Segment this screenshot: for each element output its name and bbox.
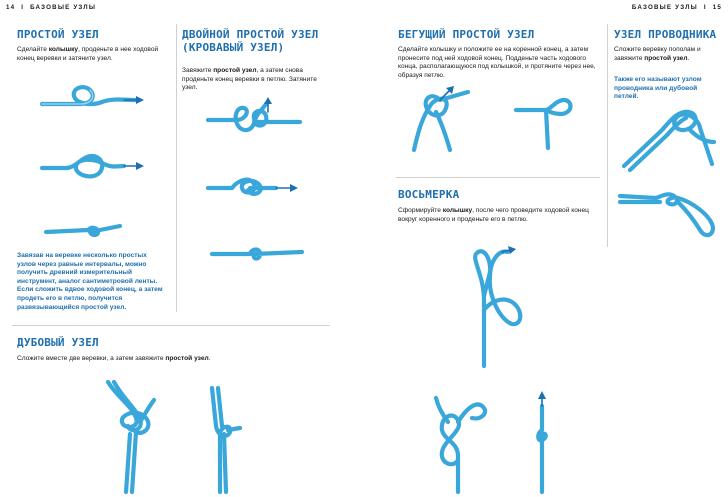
figure-eight-title: ВОСЬМЕРКА xyxy=(398,188,460,201)
running-knot-title: БЕГУЩИЙ ПРОСТОЙ УЗЕЛ xyxy=(398,28,535,41)
simple-knot-step1-illustration xyxy=(40,78,150,118)
column-divider xyxy=(176,24,177,312)
oak-knot-step2-illustration xyxy=(206,386,246,496)
separator: I xyxy=(703,4,707,11)
double-knot-text: Завяжите простой узел, а затем снова проденьте конец веревки в петлю. Затяните узел. xyxy=(182,67,317,92)
figure-eight-step2-illustration xyxy=(428,392,492,496)
running-knot-step2-illustration xyxy=(512,96,582,152)
conductor-knot-step2-illustration xyxy=(616,188,720,244)
double-knot-step1-illustration xyxy=(206,98,316,140)
double-knot-step3-illustration xyxy=(210,242,306,264)
double-knot-title: ДВОЙНОЙ ПРОСТОЙ УЗЕЛ (КРОВАВЫЙ УЗЕЛ) xyxy=(182,28,319,54)
oak-knot-text: Сложите вместе две веревки, а затем завяжите простой узел. xyxy=(17,355,211,362)
page-number-left: 14 xyxy=(6,4,16,11)
section-name: БАЗОВЫЕ УЗЛЫ xyxy=(30,4,97,11)
figure-eight-step3-illustration xyxy=(528,390,556,496)
simple-knot-note: Завязав на веревке несколько простых узлов через равные интервалы, можно получить древний измерительный инструмент, аналог сантиметровой ленты. Если сложить вдвое ходовой конец, а затем продеть его в петлю, получится развязывающийся простой узел. xyxy=(17,252,163,311)
figure-eight-step1-illustration xyxy=(462,240,532,370)
oak-knot-step1-illustration xyxy=(100,378,170,496)
separator: I xyxy=(21,4,25,11)
conductor-knot-title: УЗЕЛ ПРОВОДНИКА xyxy=(614,28,717,41)
conductor-knot-note: Также его называют узлом проводника или дубовой петлей. xyxy=(614,76,702,101)
double-knot-step2-illustration xyxy=(206,170,316,206)
section-name: БАЗОВЫЕ УЗЛЫ xyxy=(631,4,698,11)
conductor-knot-step1-illustration xyxy=(620,104,720,172)
running-knot-text: Сделайте колышку и положите ее на коренной конец, а затем пронесите под ней ходовой конец. Подденьте часть ходового конца, располагающуюся под колышкой, и протяните через нее, образуя петлю. xyxy=(398,46,596,79)
running-knot-step1-illustration xyxy=(406,84,476,156)
column-divider xyxy=(607,24,608,247)
section-divider xyxy=(12,325,330,326)
section-divider xyxy=(396,177,600,178)
running-head-right xyxy=(632,4,722,11)
figure-eight-text: Сформируйте колышку, после чего проведите ходовой конец вокруг коренного и проденьте его в петлю. xyxy=(398,207,589,223)
page-number-right: 15 xyxy=(712,4,722,11)
oak-knot-title: ДУБОВЫЙ УЗЕЛ xyxy=(17,336,99,349)
running-head-left xyxy=(6,4,96,11)
simple-knot-step3-illustration xyxy=(44,218,124,242)
simple-knot-text: Сделайте колышку, проденьте в нее ходовой конец веревки и затяните узел. xyxy=(17,46,159,62)
conductor-knot-text: Сложите веревку пополам и завяжите простой узел. xyxy=(614,46,701,62)
simple-knot-step2-illustration xyxy=(40,146,150,186)
simple-knot-title: ПРОСТОЙ УЗЕЛ xyxy=(17,28,99,41)
